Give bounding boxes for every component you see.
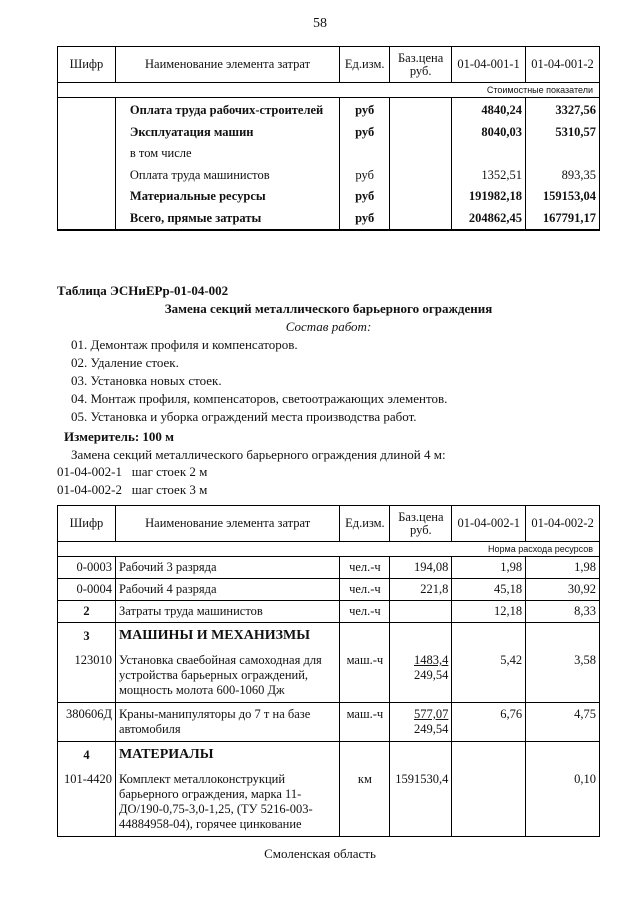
row-value-2: 3327,56 (555, 103, 596, 117)
row-name: Материальные ресурсы (129, 189, 266, 203)
resource-norms-table (57, 505, 600, 837)
cell-value-1: 45,18 (452, 579, 526, 601)
row-value-2: 5310,57 (555, 124, 596, 139)
cost-indicators-table (57, 46, 600, 231)
cell-unit: чел.-ч (340, 557, 390, 579)
section-title: МАТЕРИАЛЫ (115, 742, 339, 769)
row-unit: руб (355, 167, 374, 182)
page-number: 58 (313, 16, 327, 31)
table-row (58, 703, 600, 742)
table-header-row (58, 506, 600, 542)
page-footer: Смоленская область (264, 846, 376, 861)
variant-2 (57, 482, 207, 498)
section-row (58, 623, 600, 650)
table-header-row (58, 47, 600, 83)
row-value-1: 191982,18 (468, 189, 523, 203)
table-subheader: Норма расхода ресурсов (58, 542, 600, 557)
cell-value-2: 30,92 (526, 579, 600, 601)
header-col-1: 01-04-002-1 (452, 506, 526, 542)
variant-desc: шаг стоек 3 м (131, 482, 208, 497)
cell-name: Установка сваебойная самоходная для устройства барьерных ограждений, мощность молота 600-1060 Дж (115, 649, 339, 703)
row-value-1: 204862,45 (468, 210, 523, 225)
header-base-price: Баз.цена руб. (390, 506, 452, 542)
price-wage: 249,54 (413, 668, 449, 682)
row-value-2: 167791,17 (542, 210, 596, 225)
cell-value-2: 3,58 (526, 649, 600, 703)
table-title: Таблица ЭСНиЕРр-01-04-002 (57, 283, 229, 298)
header-name: Наименование элемента затрат (115, 506, 339, 542)
cell-code: 2 (58, 601, 116, 623)
cell-value-1: 12,18 (452, 601, 526, 623)
header-code: Шифр (58, 506, 116, 542)
cell-value-2: 0,10 (526, 768, 600, 837)
row-name: Оплата труда рабочих-строителей (129, 103, 324, 117)
section-row (58, 742, 600, 769)
price-wage: 249,54 (413, 722, 449, 736)
table-row (58, 579, 600, 601)
cell-code: 380606Д (58, 703, 116, 742)
row-value-1: 4840,24 (481, 103, 523, 117)
cell-unit: маш.-ч (340, 703, 390, 742)
price-main: 577,07 (413, 707, 449, 721)
table-row (58, 557, 600, 579)
row-name: Эксплуатация машин (129, 124, 254, 139)
list-item: 02. Удаление стоек. (71, 355, 179, 370)
cell-value-1: 6,76 (452, 703, 526, 742)
cell-code: 123010 (58, 649, 116, 703)
cell-unit: чел.-ч (340, 579, 390, 601)
header-col-2: 01-04-001-2 (526, 47, 600, 83)
header-name: Наименование элемента затрат (115, 47, 339, 83)
cell-value-2: 8,33 (526, 601, 600, 623)
cell-unit: км (340, 768, 390, 837)
cell-value-2: 4,75 (526, 703, 600, 742)
cell-value-1: 5,42 (452, 649, 526, 703)
header-unit: Ед.изм. (340, 47, 390, 83)
variant-1 (57, 464, 207, 480)
list-item: 05. Установка и уборка ограждений места производства работ. (71, 409, 417, 424)
cell-name: Затраты труда машинистов (115, 601, 339, 623)
row-value-1: 1352,51 (481, 167, 523, 182)
variant-desc: шаг стоек 2 м (131, 464, 208, 479)
row-unit: руб (355, 189, 375, 203)
variant-code: 01-04-002-2 (57, 482, 122, 497)
row-unit: руб (355, 210, 375, 225)
cell-unit: чел.-ч (340, 601, 390, 623)
row-name: в том числе (129, 146, 192, 160)
list-item: 01. Демонтаж профиля и компенсаторов. (71, 337, 298, 352)
section-code: 3 (58, 623, 116, 650)
row-unit: руб (355, 103, 375, 117)
table-row (58, 601, 600, 623)
section-code: 4 (58, 742, 116, 769)
cell-price: 221,8 (390, 579, 452, 601)
cell-name: Комплект металлоконструкций барьерного ограждения, марка 11-ДО/190-0,75-3,0-1,25, (ТУ 5216-003-44884958-04), горячее цинкование (115, 768, 339, 837)
list-item: 04. Монтаж профиля, компенсаторов, светоотражающих элементов. (71, 391, 448, 406)
cell-name: Краны-манипуляторы до 7 т на базе автомобиля (115, 703, 339, 742)
cell-value-1: 1,98 (452, 557, 526, 579)
table-body-row (58, 98, 600, 230)
header-unit: Ед.изм. (340, 506, 390, 542)
cell-name: Рабочий 4 разряда (115, 579, 339, 601)
variant-code: 01-04-002-1 (57, 464, 122, 479)
meter-description: Замена секций металлического барьерного ограждения длиной 4 м: (71, 447, 446, 462)
list-item: 03. Установка новых стоек. (71, 373, 222, 388)
cell-code: 101-4420 (58, 768, 116, 837)
header-code: Шифр (58, 47, 116, 83)
table-row (58, 649, 600, 703)
cell-value-2: 1,98 (526, 557, 600, 579)
row-value-2: 159153,04 (542, 189, 596, 203)
cell-name: Рабочий 3 разряда (115, 557, 339, 579)
row-unit: руб (355, 124, 375, 139)
header-base-price: Баз.цена руб. (390, 47, 452, 83)
cell-code: 0-0003 (58, 557, 116, 579)
cell-price (390, 703, 452, 742)
header-col-2: 01-04-002-2 (526, 506, 600, 542)
cell-price: 1591530,4 (390, 768, 452, 837)
works-list (71, 336, 447, 426)
works-title: Состав работ: (285, 319, 372, 334)
table-subheader: Стоимостные показатели (58, 83, 600, 98)
header-col-1: 01-04-001-1 (452, 47, 526, 83)
table-row (58, 768, 600, 837)
cell-value-1 (452, 768, 526, 837)
row-name: Всего, прямые затраты (129, 210, 262, 225)
row-name: Оплата труда машинистов (129, 167, 270, 182)
meter: Измеритель: 100 м (64, 429, 175, 444)
section-title: МАШИНЫ И МЕХАНИЗМЫ (115, 623, 339, 650)
price-main: 1483,4 (413, 653, 449, 667)
cell-unit: маш.-ч (340, 649, 390, 703)
row-value-1: 8040,03 (481, 124, 523, 139)
cell-price (390, 649, 452, 703)
cell-price (390, 601, 452, 623)
section-title: Замена секций металлического барьерного ограждения (164, 301, 493, 316)
cell-code: 0-0004 (58, 579, 116, 601)
cell-price: 194,08 (390, 557, 452, 579)
row-value-2: 893,35 (561, 167, 596, 182)
